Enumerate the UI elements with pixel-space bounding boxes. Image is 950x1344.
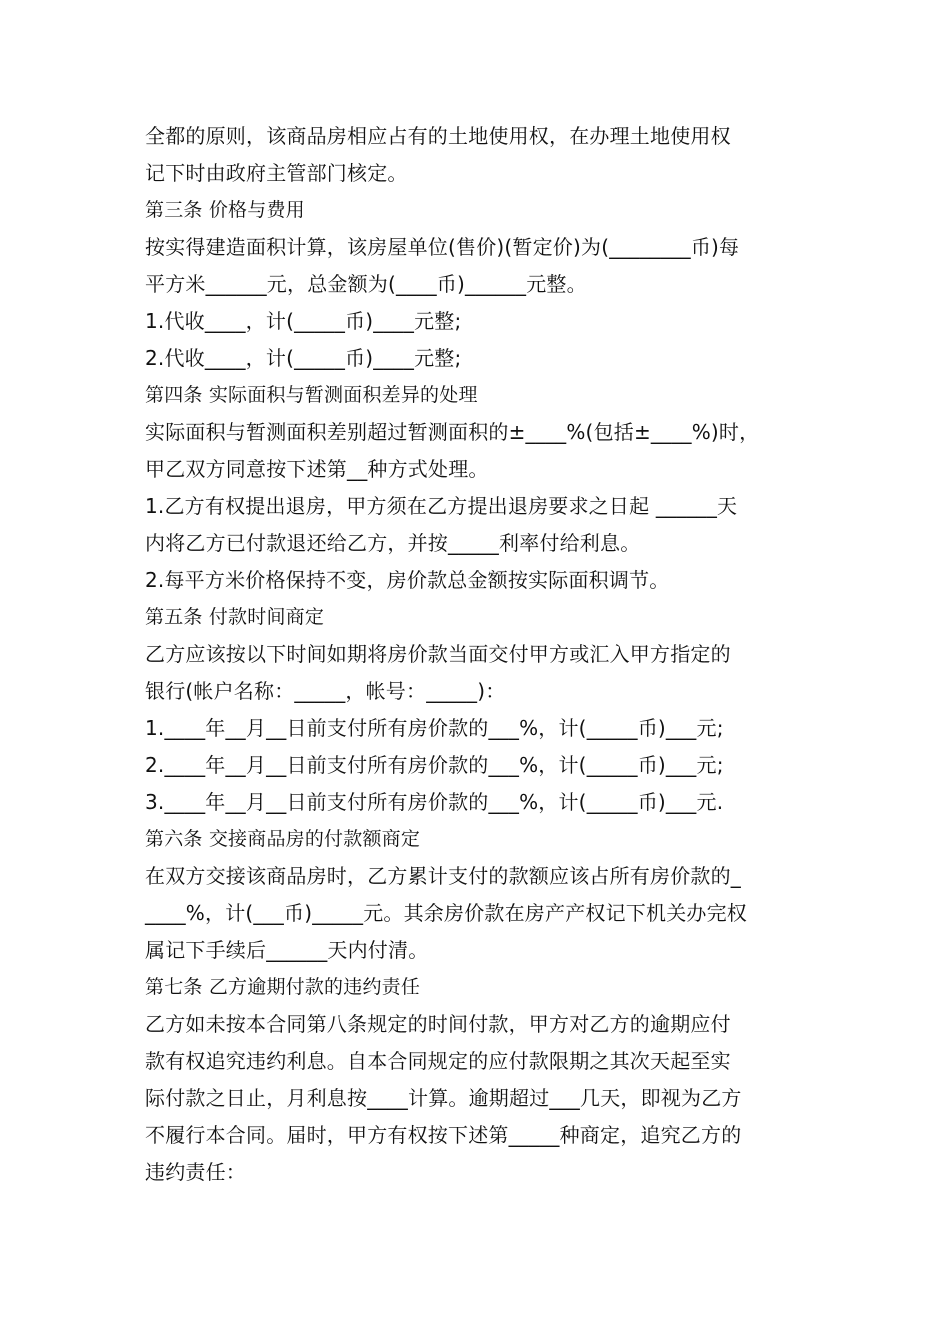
list-item: 2.每平方米价格保持不变，房价款总金额按实际面积调节。 (145, 568, 670, 592)
section-heading-article-6: 第六条 交接商品房的付款额商定 (145, 828, 421, 850)
paragraph-line: 平方米______元，总金额为(____币)______元整。 (145, 272, 587, 296)
paragraph-line: 乙方应该按以下时间如期将房价款当面交付甲方或汇入甲方指定的 (145, 642, 731, 666)
section-heading-article-5: 第五条 付款时间商定 (145, 606, 325, 628)
list-item: 2.____年__月__日前支付所有房价款的___%，计(_____币)___元; (145, 753, 724, 777)
paragraph-line: 银行(帐户名称：_____，帐号：_____)： (145, 679, 506, 703)
list-item: 1.代收____，计(_____币)____元整; (145, 309, 462, 333)
section-heading-article-4: 第四条 实际面积与暂测面积差异的处理 (145, 384, 478, 406)
contract-body (145, 118, 810, 1191)
paragraph-line: 在双方交接该商品房时，乙方累计支付的款额应该占所有房价款的_ (145, 864, 741, 888)
list-item: 3.____年__月__日前支付所有房价款的___%，计(_____币)___元. (145, 790, 724, 814)
list-item: 1.____年__月__日前支付所有房价款的___%，计(_____币)___元; (145, 716, 724, 740)
paragraph-line: 记下时由政府主管部门核定。 (145, 161, 408, 185)
paragraph-line: 款有权追究违约利息。自本合同规定的应付款限期之其次天起至实 (145, 1049, 731, 1073)
paragraph-line: ____%，计(___币)_____元。其余房价款在房产产权记下机关办完权 (145, 901, 748, 925)
section-heading-article-3: 第三条 价格与费用 (145, 199, 305, 221)
paragraph-line: 实际面积与暂测面积差别超过暂测面积的±____%(包括±____%)时， (145, 420, 760, 444)
paragraph-line: 甲乙双方同意按下述第__种方式处理。 (145, 457, 489, 481)
paragraph-line: 违约责任： (145, 1160, 246, 1184)
paragraph-line: 按实得建造面积计算，该房屋单位(售价)(暂定价)为(________币)每 (145, 235, 740, 259)
paragraph-line: 乙方如未按本合同第八条规定的时间付款，甲方对乙方的逾期应付 (145, 1012, 731, 1036)
paragraph-line: 内将乙方已付款退还给乙方，并按_____利率付给利息。 (145, 531, 641, 555)
section-heading-article-7: 第七条 乙方逾期付款的违约责任 (145, 976, 421, 998)
list-item: 2.代收____，计(_____币)____元整; (145, 346, 462, 370)
paragraph-line: 属记下手续后______天内付清。 (145, 938, 429, 962)
paragraph-line: 全都的原则，该商品房相应占有的土地使用权，在办理土地使用权 (145, 124, 731, 148)
list-item: 1.乙方有权提出退房，甲方须在乙方提出退房要求之日起 ______天 (145, 494, 738, 518)
paragraph-line: 际付款之日止，月利息按____计算。逾期超过___几天，即视为乙方 (145, 1086, 742, 1110)
paragraph-line: 不履行本合同。届时，甲方有权按下述第_____种商定，追究乙方的 (145, 1123, 742, 1147)
